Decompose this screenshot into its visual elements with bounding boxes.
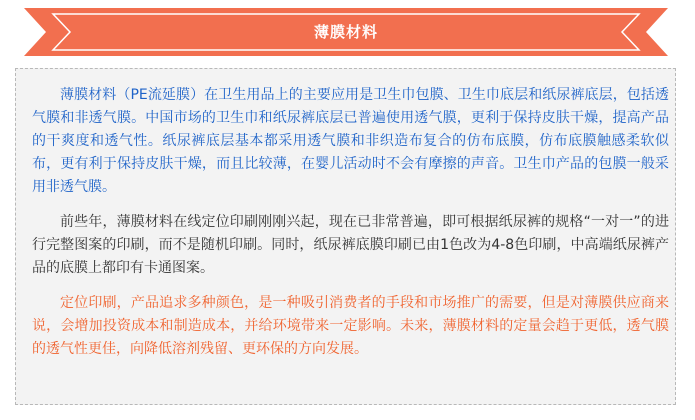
paragraph-positioning-printing: 前些年，薄膜材料在线定位印刷刚刚兴起，现在已非常普遍，即可根据纸尿裤的规格“一对一”的进行完整图案的印刷，而不是随机印刷。同时，纸尿裤底膜印刷已由1色改为4-8色印刷，中高端纸尿裤产品的底膜上都印有卡通图案。 — [32, 214, 669, 276]
content-panel — [15, 68, 676, 405]
paragraph-future-trend: 定位印刷，产品追求多种颜色，是一种吸引消费者的手段和市场推广的需要，但是对薄膜供应商来说，会增加投资成本和制造成本，并给环境带来一定影响。未来，薄膜材料的定量会趋于更低，透气膜的透气性更佳，向降低溶剂残留、更环保的方向发展。 — [32, 295, 669, 357]
section-title: 薄膜材料 — [313, 23, 378, 41]
paragraph-film-applications: 薄膜材料（PE流延膜）在卫生用品上的主要应用是卫生巾包膜、卫生巾底层和纸尿裤底层，包括透气膜和非透气膜。中国市场的卫生巾和纸尿裤底层已普遍使用透气膜，更利于保持皮肤干燥，提高产品的干爽度和透气性。纸尿裤底层基本都采用透气膜和非织造布复合的仿布底膜，仿布底膜触感柔软似布，更有利于保持皮肤干燥，而且比较薄，在婴儿活动时不会有摩擦的声音。卫生巾产品的包膜一般采用非透气膜。 — [32, 87, 669, 195]
title-banner — [24, 8, 668, 56]
